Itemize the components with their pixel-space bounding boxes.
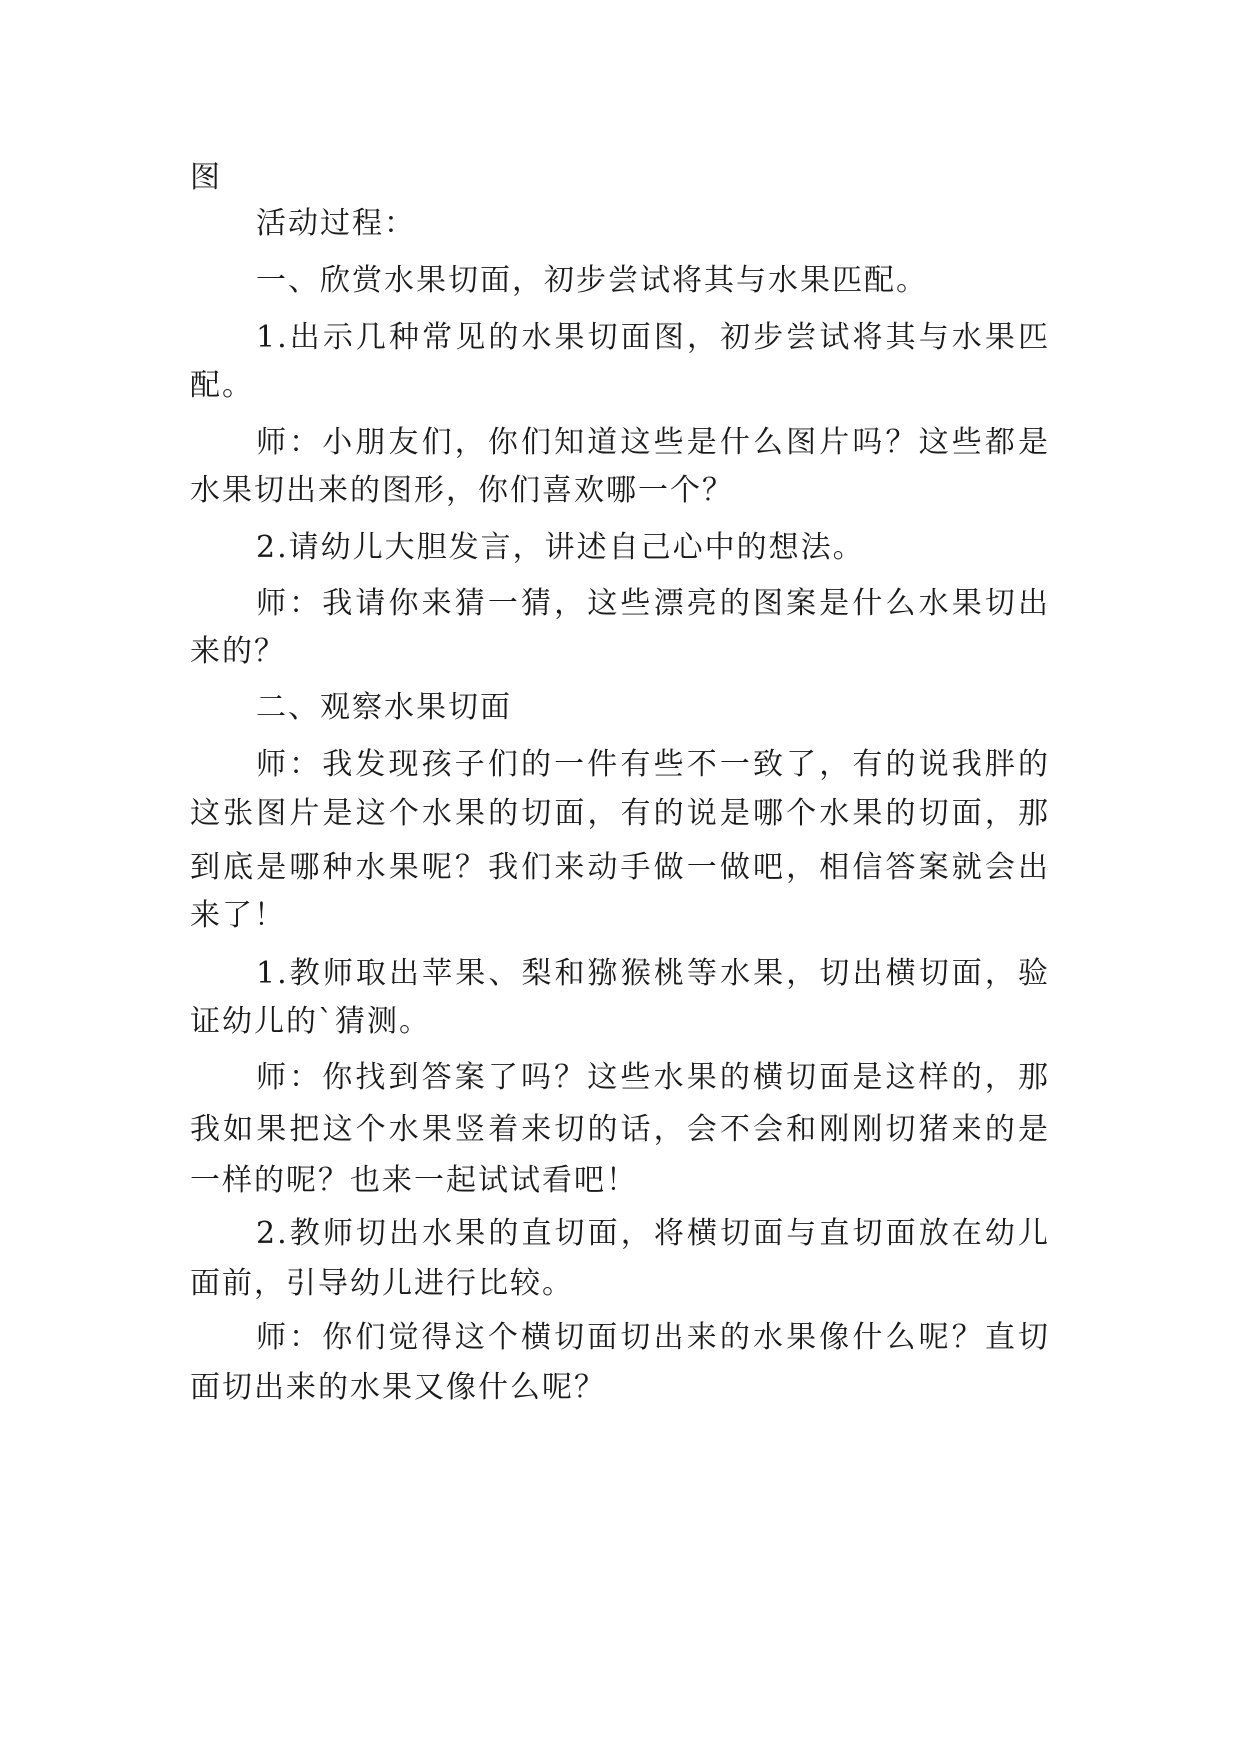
text-line: 1.出示几种常见的水果切面图，初步尝试将其与水果匹 bbox=[256, 320, 1050, 355]
text-line: 师：小朋友们，你们知道这些是什么图片吗？这些都是 bbox=[256, 425, 1050, 460]
text-line: 来了！ bbox=[190, 898, 286, 933]
text-line: 配。 bbox=[190, 368, 254, 403]
text-line: 1.教师取出苹果、梨和猕猴桃等水果，切出横切面，验 bbox=[256, 956, 1050, 991]
text-line: 2.教师切出水果的直切面，将横切面与直切面放在幼儿 bbox=[256, 1216, 1050, 1251]
text-line: 水果切出来的图形，你们喜欢哪一个？ bbox=[190, 473, 734, 508]
text-line: 师：我请你来猜一猜，这些漂亮的图案是什么水果切出 bbox=[256, 586, 1050, 621]
text-line: 师：你找到答案了吗？这些水果的横切面是这样的，那 bbox=[256, 1060, 1050, 1095]
text-line: 一、欣赏水果切面，初步尝试将其与水果匹配。 bbox=[256, 263, 928, 298]
text-line: 证幼儿的`猜测。 bbox=[190, 1004, 431, 1039]
text-line: 我如果把这个水果竖着来切的话，会不会和刚刚切猪来的是 bbox=[190, 1112, 1050, 1147]
text-line: 一样的呢？也来一起试试看吧！ bbox=[190, 1163, 638, 1198]
text-line: 来的？ bbox=[190, 634, 286, 669]
text-line: 面切出来的水果又像什么呢？ bbox=[190, 1370, 606, 1405]
text-line: 到底是哪种水果呢？我们来动手做一做吧，相信答案就会出 bbox=[190, 850, 1050, 885]
text-line: 2.请幼儿大胆发言，讲述自己心中的想法。 bbox=[256, 530, 865, 565]
text-line: 这张图片是这个水果的切面，有的说是哪个水果的切面，那 bbox=[190, 796, 1050, 831]
text-line: 二、观察水果切面 bbox=[256, 690, 512, 725]
text-line: 活动过程： bbox=[256, 206, 416, 241]
text-line: 师：你们觉得这个横切面切出来的水果像什么呢？直切 bbox=[256, 1320, 1050, 1355]
text-line: 面前，引导幼儿进行比较。 bbox=[190, 1266, 574, 1301]
text-line: 师：我发现孩子们的一件有些不一致了，有的说我胖的 bbox=[256, 747, 1050, 782]
text-line: 图 bbox=[190, 160, 222, 195]
